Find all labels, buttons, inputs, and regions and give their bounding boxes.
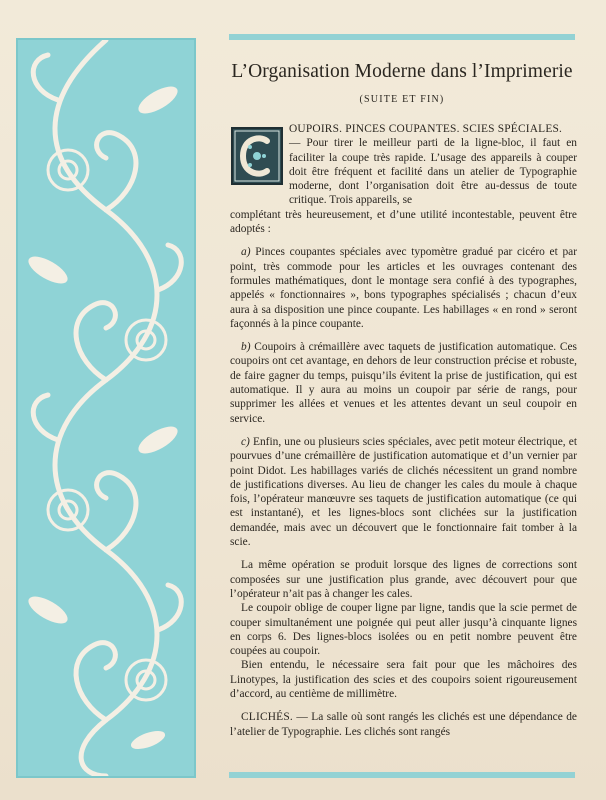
floral-scroll-border-icon — [16, 38, 196, 778]
item-a — [230, 245, 577, 331]
item-b-marker: b) — [241, 341, 251, 354]
bottom-rule — [229, 772, 575, 778]
intro-paragraph-continued: complétant très heureusement, et d’une utilité incontestable, peuvent être adoptés : — [230, 208, 577, 236]
item-b — [230, 340, 577, 426]
cliches-text: — La salle où sont rangés les clichés est une dépendance de l’atelier de Typographie. Les clichés sont rangés — [230, 711, 577, 738]
paragraph-coupoir: Le coupoir oblige de couper ligne par ligne, tandis que la scie permet de couper simultanément une poignée qui peut aller jusqu’à cinquante lignes en corps 6. Des lignes-blocs isolées ou en petit nombre peuvent être coupées au coupoir. — [230, 602, 577, 658]
paragraph-bien-entendu: Bien entendu, le nécessaire sera fait pour que les mâchoires des Linotypes, la justification des scies et des coupoirs soient rigoureusement d’accord, au centième de millimètre. — [230, 659, 577, 700]
cliches-heading: CLICHÉS. — [241, 711, 293, 724]
article-body — [230, 122, 577, 739]
page-subtitle: (SUITE ET FIN) — [359, 94, 445, 105]
item-a-marker: a) — [241, 246, 251, 259]
item-b-text: Coupoirs à crémaillère avec taquets de justification automatique. Ces coupoirs ont cet avantage, en dehors de leur construction précise et robuste, de faire gagner du temps, puisqu’ils évitent la prise de justification, qui est automatique. Il y aura au moins un coupoir par série de rangs, pour supprimer les allées et venues et les attentes devant un seul coupoir en service. — [230, 341, 577, 425]
item-a-text: Pinces coupantes spéciales avec typomètre gradué par cicéro et par point, très commode pour les articles et les ouvrages contenant des formules mathématiques, dont le montage sera confié à des typographes, appelés « fonctionnaires », bons typographes spécialisés ; chacun d’eux aura à sa disposition une pince coupante. Les habillages « en rond » seront façonnés à la pince coupante. — [230, 246, 577, 330]
cliches-paragraph — [230, 710, 577, 739]
intro-paragraph: — Pour tirer le meilleur parti de la ligne-bloc, il faut en faciliter la coupe très rapide. L’usage des appareils à couper doit être fréquent et facilité dans un atelier de Typographie moderne, dont l’organisation doit être au-dessus de toute critique. Trois appareils, se — [289, 137, 577, 207]
item-c — [230, 435, 577, 549]
paragraph-same-operation: La même opération se produit lorsque des lignes de corrections sont composées sur une justification plus grande, avec découvert pour que l’opérateur n’ait pas à changer les cales. — [230, 559, 577, 600]
item-c-marker: c) — [241, 435, 250, 448]
page-title: L’Organisation Moderne dans l’Imprimerie — [231, 61, 573, 82]
top-rule — [229, 34, 575, 40]
intro-heading: OUPOIRS. PINCES COUPANTES. SCIES SPÉCIALES. — [289, 123, 563, 135]
item-c-text: Enfin, une ou plusieurs scies spéciales, avec petit moteur électrique, et pourvues d’une crémaillère de justification automatique et d’un vernier par point Didot. Les habillages variés de clichés nécessitent un grand nombre de justifications diverses. Au lieu de changer les cales du moule à chaque fois, l’opérateur manœuvre ses taquets de justification automatique (ce qui est instantané), et les lignes-blocs sont clichées sur la justification demandée, mais avec un découvert que le fonctionnaire fait tomber à la scie. — [230, 435, 577, 549]
